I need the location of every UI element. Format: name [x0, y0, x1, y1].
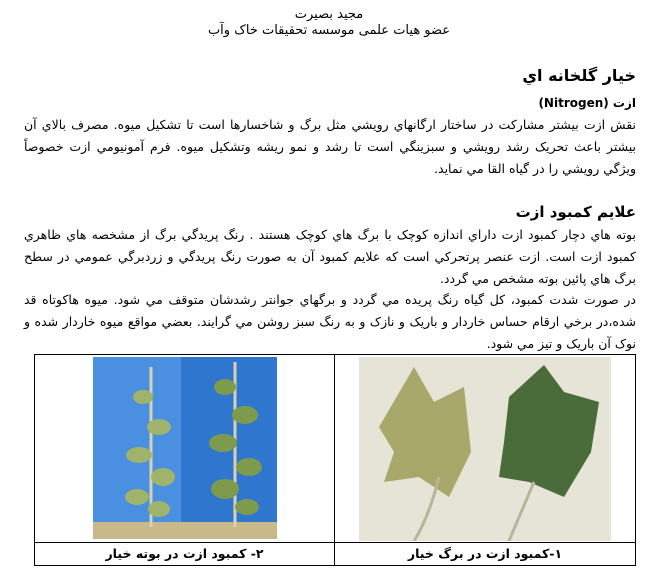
paragraph-severe-deficiency: در صورت شدت کمبود، کل گياه رنگ پريده مي گردد و برگهاي جوانتر رشدشان متوقف مي شود. ميوه هاکوتاه قد شده،در برخي ارقام حساس خاردار و باريک و نازک و به رنگ سبز روشن مي گرايند. بعضي مواقع ميوه خاردار شده و نوک آن باريک و تيز مي شود.: [24, 292, 636, 351]
figure-table: [34, 354, 636, 566]
document-title: خيار گلخانه اي: [522, 66, 636, 85]
cucumber-leaf-photo: [359, 357, 611, 541]
figure-cell-leaf: [335, 355, 635, 565]
author-name: مجيد بصيرت: [294, 7, 364, 22]
cucumber-plant-photo: [93, 357, 277, 539]
author-affiliation: عضو هيات علمی موسسه تحقيقات خاک وآب: [207, 23, 451, 38]
paragraph-nitrogen-role: نقش ازت بيشتر مشارکت در ساختار ارگانهاي رويشي مثل برگ و شاخسارها است تا تشکيل ميوه. مصرف بالاي آن بيشتر باعث تحريک رشد رويشي و سبزينگي است تا رشد و نمو ريشه وتشکيل ميوه. فرم آمونيومي ازت خصوصاً ويژگي رويشي را در گياه القا مي نمايد.: [24, 117, 636, 176]
paragraph-deficiency-symptoms: بوته هاي دچار کمبود ازت داراي اندازه کوچک با برگ هاي کوچک هستند . رنگ پريدگي برگ از مشخصه هاي ظاهري کمبود ازت است. ازت عنصر پرتحرکي است که علايم کمبود آن به صورت رنگ پريدگي و زردبرگي عمومي در سطح برگ هاي پائين بوته مشخص مي گردد.: [24, 227, 636, 286]
figure-cell-plant: [35, 355, 335, 565]
caption-leaf: ١-کمبود ازت در برگ خيار: [335, 542, 635, 565]
deficiency-heading: علايم کمبود ازت: [515, 203, 636, 221]
nitrogen-heading: ازت (Nitrogen): [538, 96, 636, 110]
caption-plant: ٢- کمبود ازت در بوته خيار: [35, 542, 334, 565]
